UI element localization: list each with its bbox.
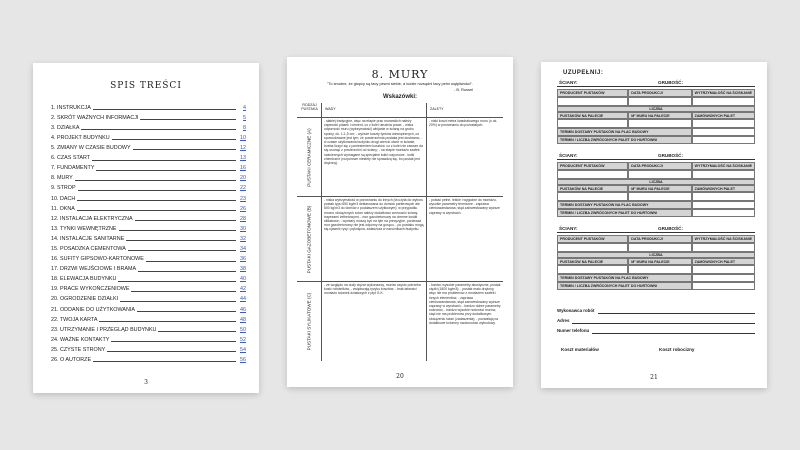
m2-input[interactable] [628,119,691,128]
toc-entry-label: 9. STROP [51,185,76,192]
toc-leader [128,250,236,251]
toc-entry[interactable] [51,202,246,212]
walls-chapter-page [287,57,513,387]
toc-entry-label: 15. POSADZKA CEMENTOWA [51,246,126,252]
toc-leader [78,190,236,191]
count-header: LICZBA [557,179,755,185]
divider [297,281,503,282]
toc-leader [99,321,236,322]
m2-header: M² MURU NA PALECIE [628,185,691,192]
toc-page-link[interactable]: 5 [243,114,246,121]
toc-entry[interactable] [51,313,246,323]
toc-entry[interactable] [51,303,246,313]
toc-entry[interactable] [51,141,246,151]
toc-entry-label: 13. TYNKI WEWNĘTRZNE [51,225,117,232]
delivery-input[interactable] [692,274,755,282]
toc-entry[interactable] [51,323,246,333]
row-label-silicate: PUSTAKI SYLIKATOWE (C) [306,292,312,350]
toc-page-link[interactable]: 23 [240,195,246,202]
toc-entry-label: 12. INSTALACJA ELEKTRYCZNA [51,215,133,222]
col-header-cons: WADY [325,107,336,111]
toc-entry-label: 19. PRACE WYKOŃCZENIOWE [51,286,130,293]
phone-field[interactable]: Numer telefonu [557,325,755,335]
toc-entry-label: 11. OKNA [51,205,75,212]
toc-entry[interactable] [51,283,246,293]
address-field[interactable]: Adres [557,315,755,325]
ceramic-cons: - słabiej tradycyjne, więc na etapie prac murarskich należy zapewnić piasek i cement, co z kolei utrudnia prace; - niska odporność muru (wytrzymałość) wbijanie w ścianę na grubo spoiny, ok. 1-1,5 cm; - wyższe koszty tynków wewnętrznych, co spowodowane jest tym, że powierzchnia pustaka jest dosłowna; - w czasie użytkowania budynku drogi wiercić otwór w ścianie, trzeba liczyć się z poniesieniem kosztów, co z kolei nie zawsze da się usunąć z powierzchni od ściany; - na etapie montażu szafek naściennych wymagane są specjalne kołki rozporowe - kołki chemiczne (rozporowe niestety nie sprawdzą się, bo pustak jest drążony). [324,119,423,166]
toc-page [33,63,259,393]
page-number: 20 [396,373,404,380]
ordered-header: ZAMÓWIONYCH PALET [692,258,755,265]
wall-form-block [557,151,755,223]
walls-field[interactable]: ŚCIANY: [557,151,656,160]
toc-leader [93,361,236,362]
chapter-quote: "To smutne, że głupcy są tacy pewni siebie, a ludzie rozsądni tacy pełni wątpliwości". [327,81,473,86]
per-pallet-input[interactable] [557,119,628,128]
toc-page-link[interactable]: 54 [240,346,246,353]
ordered-input[interactable] [692,192,755,201]
m2-input[interactable] [628,265,691,274]
returns-input[interactable] [692,209,755,217]
toc-page-link[interactable]: 32 [240,235,246,242]
strength-input[interactable] [692,97,755,106]
tips-table [297,103,503,361]
thickness-field[interactable]: GRUBOŚĆ: [656,151,755,160]
toc-entry[interactable] [51,232,246,242]
toc-entry[interactable] [51,242,246,252]
toc-entry-label: 25. CZYSTE STRONY [51,346,106,353]
toc-page-link[interactable]: 16 [240,165,246,172]
toc-page-link[interactable]: 52 [240,336,246,343]
count-header: LICZBA [557,252,755,258]
per-pallet-header: PUSTAKÓW NA PALECIE [557,258,628,265]
producer-header: PRODUCENT PUSTAKÓW [557,235,628,243]
returns-header: TERMIN / LICZBA ZWRÓCONYCH PALET DO HURTOWNI [557,136,692,144]
toc-leader [81,129,236,130]
prod-date-input[interactable] [628,170,691,179]
toc-leader [118,281,236,282]
per-pallet-header: PUSTAKÓW NA PALECIE [557,185,628,192]
toc-entry[interactable] [51,101,246,111]
prod-date-header: DATA PRODUKCJI [628,162,691,170]
ordered-header: ZAMÓWIONYCH PALET [692,112,755,119]
toc-leader [120,301,236,302]
strength-input[interactable] [692,243,755,252]
toc-leader [126,240,236,241]
chapter-title: 8. MURY [371,68,429,81]
wall-form-block [557,224,755,296]
thickness-field[interactable]: GRUBOŚĆ: [656,78,755,87]
toc-entry-label: 23. UTRZYMANIE I PRZEGLĄD BUDYNKU [51,326,157,333]
toc-entry[interactable] [51,212,246,222]
toc-page-link[interactable]: 48 [240,316,246,323]
toc-entry[interactable] [51,293,246,303]
toc-entry-label: 21. ODDANIE DO UŻYTKOWANIA [51,306,135,313]
toc-page-link[interactable]: 20 [240,175,246,182]
toc-entry[interactable] [51,151,246,161]
silicate-cons: - ze względu na duży ciężar wykonawcy, murów często potrzeba kosić robotników, - zwiększają ryzyko kosztów; - brak łatwości montażu ścianek działowych z płyt G-K. [324,283,421,296]
strength-header: WYTRZYMAŁOŚĆ NA ŚCISKANIE [692,162,755,170]
tips-heading: Wskazówki: [382,94,417,100]
toc-entry[interactable] [51,162,246,172]
per-pallet-input[interactable] [557,192,628,201]
toc-entry[interactable] [51,222,246,232]
toc-page-link[interactable]: 26 [240,205,246,212]
toc-page-link[interactable]: 42 [240,286,246,293]
walls-field[interactable]: ŚCIANY: [557,78,656,87]
divider [297,196,503,197]
delivery-input[interactable] [692,201,755,209]
ceramic-pros: - niski koszt metra kwadratowego muru (o ok. 20%) w porównaniu do pozostałych. [429,119,498,128]
toc-entry-label: 5. ZMIANY W CZASIE BUDOWY [51,145,131,152]
strength-input[interactable] [692,170,755,179]
producer-input[interactable] [557,97,628,106]
toc-entry[interactable] [51,353,246,363]
returns-input[interactable] [692,282,755,290]
returns-header: TERMIN / LICZBA ZWRÓCONYCH PALET DO HURTOWNI [557,282,692,290]
toc-entry-label: 16. SUFITY GIPSOWO-KARTONOWE [51,256,144,263]
toc-entry[interactable] [51,333,246,343]
toc-entry-label: 10. DACH [51,195,76,202]
toc-entry-label: 7. FUNDAMENTY [51,165,95,172]
toc-leader [92,160,236,161]
toc-entry[interactable] [51,263,246,273]
col-header-pros: ZALETY [430,107,444,111]
divider [321,103,322,361]
fill-in-title: UZUPEŁNIJ: [563,70,604,76]
materials-cost-label: Koszt materiałów [561,347,599,352]
toc-leader [107,351,236,352]
delivery-header: TERMIN DOSTAWY PUSTAKÓW NA PLAC BUDOWY [557,201,692,209]
toc-title: SPIS TREŚCI [110,81,182,91]
toc-entry[interactable] [51,273,246,283]
m2-input[interactable] [628,192,691,201]
toc-page-link[interactable]: 13 [240,155,246,162]
toc-leader [77,210,236,211]
count-header: LICZBA [557,106,755,112]
ordered-header: ZAMÓWIONYCH PALET [692,185,755,192]
m2-header: M² MURU NA PALECIE [628,112,691,119]
thickness-field[interactable]: GRUBOŚĆ: [656,224,755,233]
producer-header: PRODUCENT PUSTAKÓW [557,89,628,97]
page-number: 3 [144,379,148,386]
toc-entry[interactable] [51,121,246,131]
toc-entry[interactable] [51,172,246,182]
strength-header: WYTRZYMAŁOŚĆ NA ŚCISKANIE [692,89,755,97]
toc-entry-label: 20. OGRODZENIE DZIAŁKI [51,296,119,303]
toc-entry-label: 26. O AUTORZE [51,357,92,364]
silicate-pros: - bardzo wysokie parametry akustyczne, pustak ciężki (1800 kg/m3); - pustak mało drążony, więc nie ma problemów z montażem szafek i innych elementów; - zaprawa cienkowarstwowa; stąd zainwestowany wyższe zaprawy w wyrobach; - bardzo dobre parametry nośności; - bardzo wysokie nośności murów, stąd nie ma problemów przy dodatkowym obciążeniu ścian (zadaszenia); - pozwalają na dodatkowe kolumny nadzorować wybudowy. [429,283,501,325]
toc-leader [140,119,236,120]
toc-entry-label: 17. DRZWI WEJŚCIOWE I BRAMA [51,266,137,273]
row-label-aerated-concrete: PUSTAKI GAZOBETONOWE (B) [306,205,312,273]
toc-entry[interactable] [51,343,246,353]
ordered-input[interactable] [692,265,755,274]
toc-leader [135,220,236,221]
toc-leader [137,311,236,312]
delivery-header: TERMIN DOSTAWY PUSTAKÓW NA PLAC BUDOWY [557,274,692,282]
toc-page-link[interactable]: 22 [240,185,246,192]
toc-entry-label: 22. TWOJA KARTA [51,316,98,323]
toc-leader [111,341,236,342]
toc-page-link[interactable]: 12 [240,145,246,152]
per-pallet-header: PUSTAKÓW NA PALECIE [557,112,628,119]
per-pallet-input[interactable] [557,265,628,274]
toc-leader [133,149,236,150]
toc-page-link[interactable]: 56 [240,357,246,364]
labor-cost-label: Koszt robocizny [659,347,695,352]
toc-page-link[interactable]: 28 [240,215,246,222]
aerated-concrete-cons: - niska wytrzymałość w porównaniu do innych (ta użyta do wyboru pustak typu 650 kg/m3 deklarowana do domów parterowych ale 600 kg/m3 do domów z poddaszem użytkowym); w przypadku mocno obciążonych ścian należy dodatkowo wzmocnić ścianę trapezami żelbetowymi; - mur gazobetonowy na ciemne kostki silikatowe; - wymiary muszą być na tyle na precyzyjne, ponieważ mur gazobetonowy nie jest odporny na gorąco; - po pustaku mogą się ujawnić rysy i pęknięcia, zwłaszcza w narożnikach budynku. [324,198,424,232]
producer-input[interactable] [557,170,628,179]
aerated-concrete-pros: - postać pełne, lekkie i wygodne do montażu, wysokie parametry termiczne - zaprawa cienkowarstwowa; stąd zainwestowany wyższe zaprawy w wyrobach. [429,198,500,215]
wall-form-block [557,78,755,150]
toc-entry-label: 1. INSTRUKCJA [51,104,91,111]
toc-entry-label: 14. INSTALACJE SANITARNE [51,235,125,242]
toc-list [51,101,246,363]
toc-entry-label: 2. SKRÓT WAŻNYCH INFORMACJI [51,114,139,121]
m2-header: M² MURU NA PALECIE [628,258,691,265]
toc-page-link[interactable]: 46 [240,306,246,313]
toc-page-link[interactable]: 50 [240,326,246,333]
ordered-input[interactable] [692,119,755,128]
toc-leader [119,230,237,231]
toc-leader [138,271,236,272]
page-number: 21 [650,374,658,381]
toc-entry-label: 18. ELEWACJA BUDYNKU [51,276,117,283]
toc-leader [75,180,236,181]
prod-date-header: DATA PRODUKCJI [628,235,691,243]
toc-leader [146,261,236,262]
toc-page-link[interactable]: 44 [240,296,246,303]
toc-leader [77,200,236,201]
returns-input[interactable] [692,136,755,144]
toc-leader [112,139,236,140]
prod-date-input[interactable] [628,97,691,106]
fill-in-page [541,62,767,388]
quote-author: - B. Russel [453,87,473,92]
toc-leader [158,331,236,332]
producer-header: PRODUCENT PUSTAKÓW [557,162,628,170]
toc-entry[interactable] [51,182,246,192]
toc-entry[interactable] [51,111,246,121]
toc-entry[interactable] [51,192,246,202]
toc-entry-label: 6. CZAS START [51,155,91,162]
delivery-input[interactable] [692,128,755,136]
toc-entry[interactable] [51,252,246,262]
toc-entry-label: 8. MURY [51,175,73,182]
toc-page-link[interactable]: 38 [240,266,246,273]
contractor-field[interactable]: Wykonawca robót [557,305,755,315]
toc-page-link[interactable]: 34 [240,246,246,252]
delivery-header: TERMIN DOSTAWY PUSTAKÓW NA PLAC BUDOWY [557,128,692,136]
toc-page-link[interactable]: 4 [243,104,246,111]
returns-header: TERMIN / LICZBA ZWRÓCONYCH PALET DO HURTOWNI [557,209,692,217]
toc-entry[interactable] [51,131,246,141]
prod-date-input[interactable] [628,243,691,252]
toc-entry-label: 3. DZIAŁKA [51,124,80,131]
divider [426,103,427,361]
producer-input[interactable] [557,243,628,252]
toc-page-link[interactable]: 10 [240,134,246,141]
toc-entry-label: 24. WAŻNE KONTAKTY [51,336,110,343]
divider [297,117,503,118]
row-label-ceramic: PUSTAKI CERAMICZNE (A) [306,127,312,187]
walls-field[interactable]: ŚCIANY: [557,224,656,233]
toc-page-link[interactable]: 8 [243,124,246,131]
strength-header: WYTRZYMAŁOŚĆ NA ŚCISKANIE [692,235,755,243]
toc-page-link[interactable]: 40 [240,276,246,283]
col-header-type: RODZAJ PUSTAKA [301,103,318,111]
toc-leader [131,291,236,292]
toc-leader [93,109,236,110]
toc-entry-label: 4. PROJEKT BUDYNKU [51,134,110,141]
toc-page-link[interactable]: 36 [240,256,246,263]
prod-date-header: DATA PRODUKCJI [628,89,691,97]
toc-leader [96,170,236,171]
contractor-section [557,305,755,345]
toc-page-link[interactable]: 30 [240,225,246,232]
